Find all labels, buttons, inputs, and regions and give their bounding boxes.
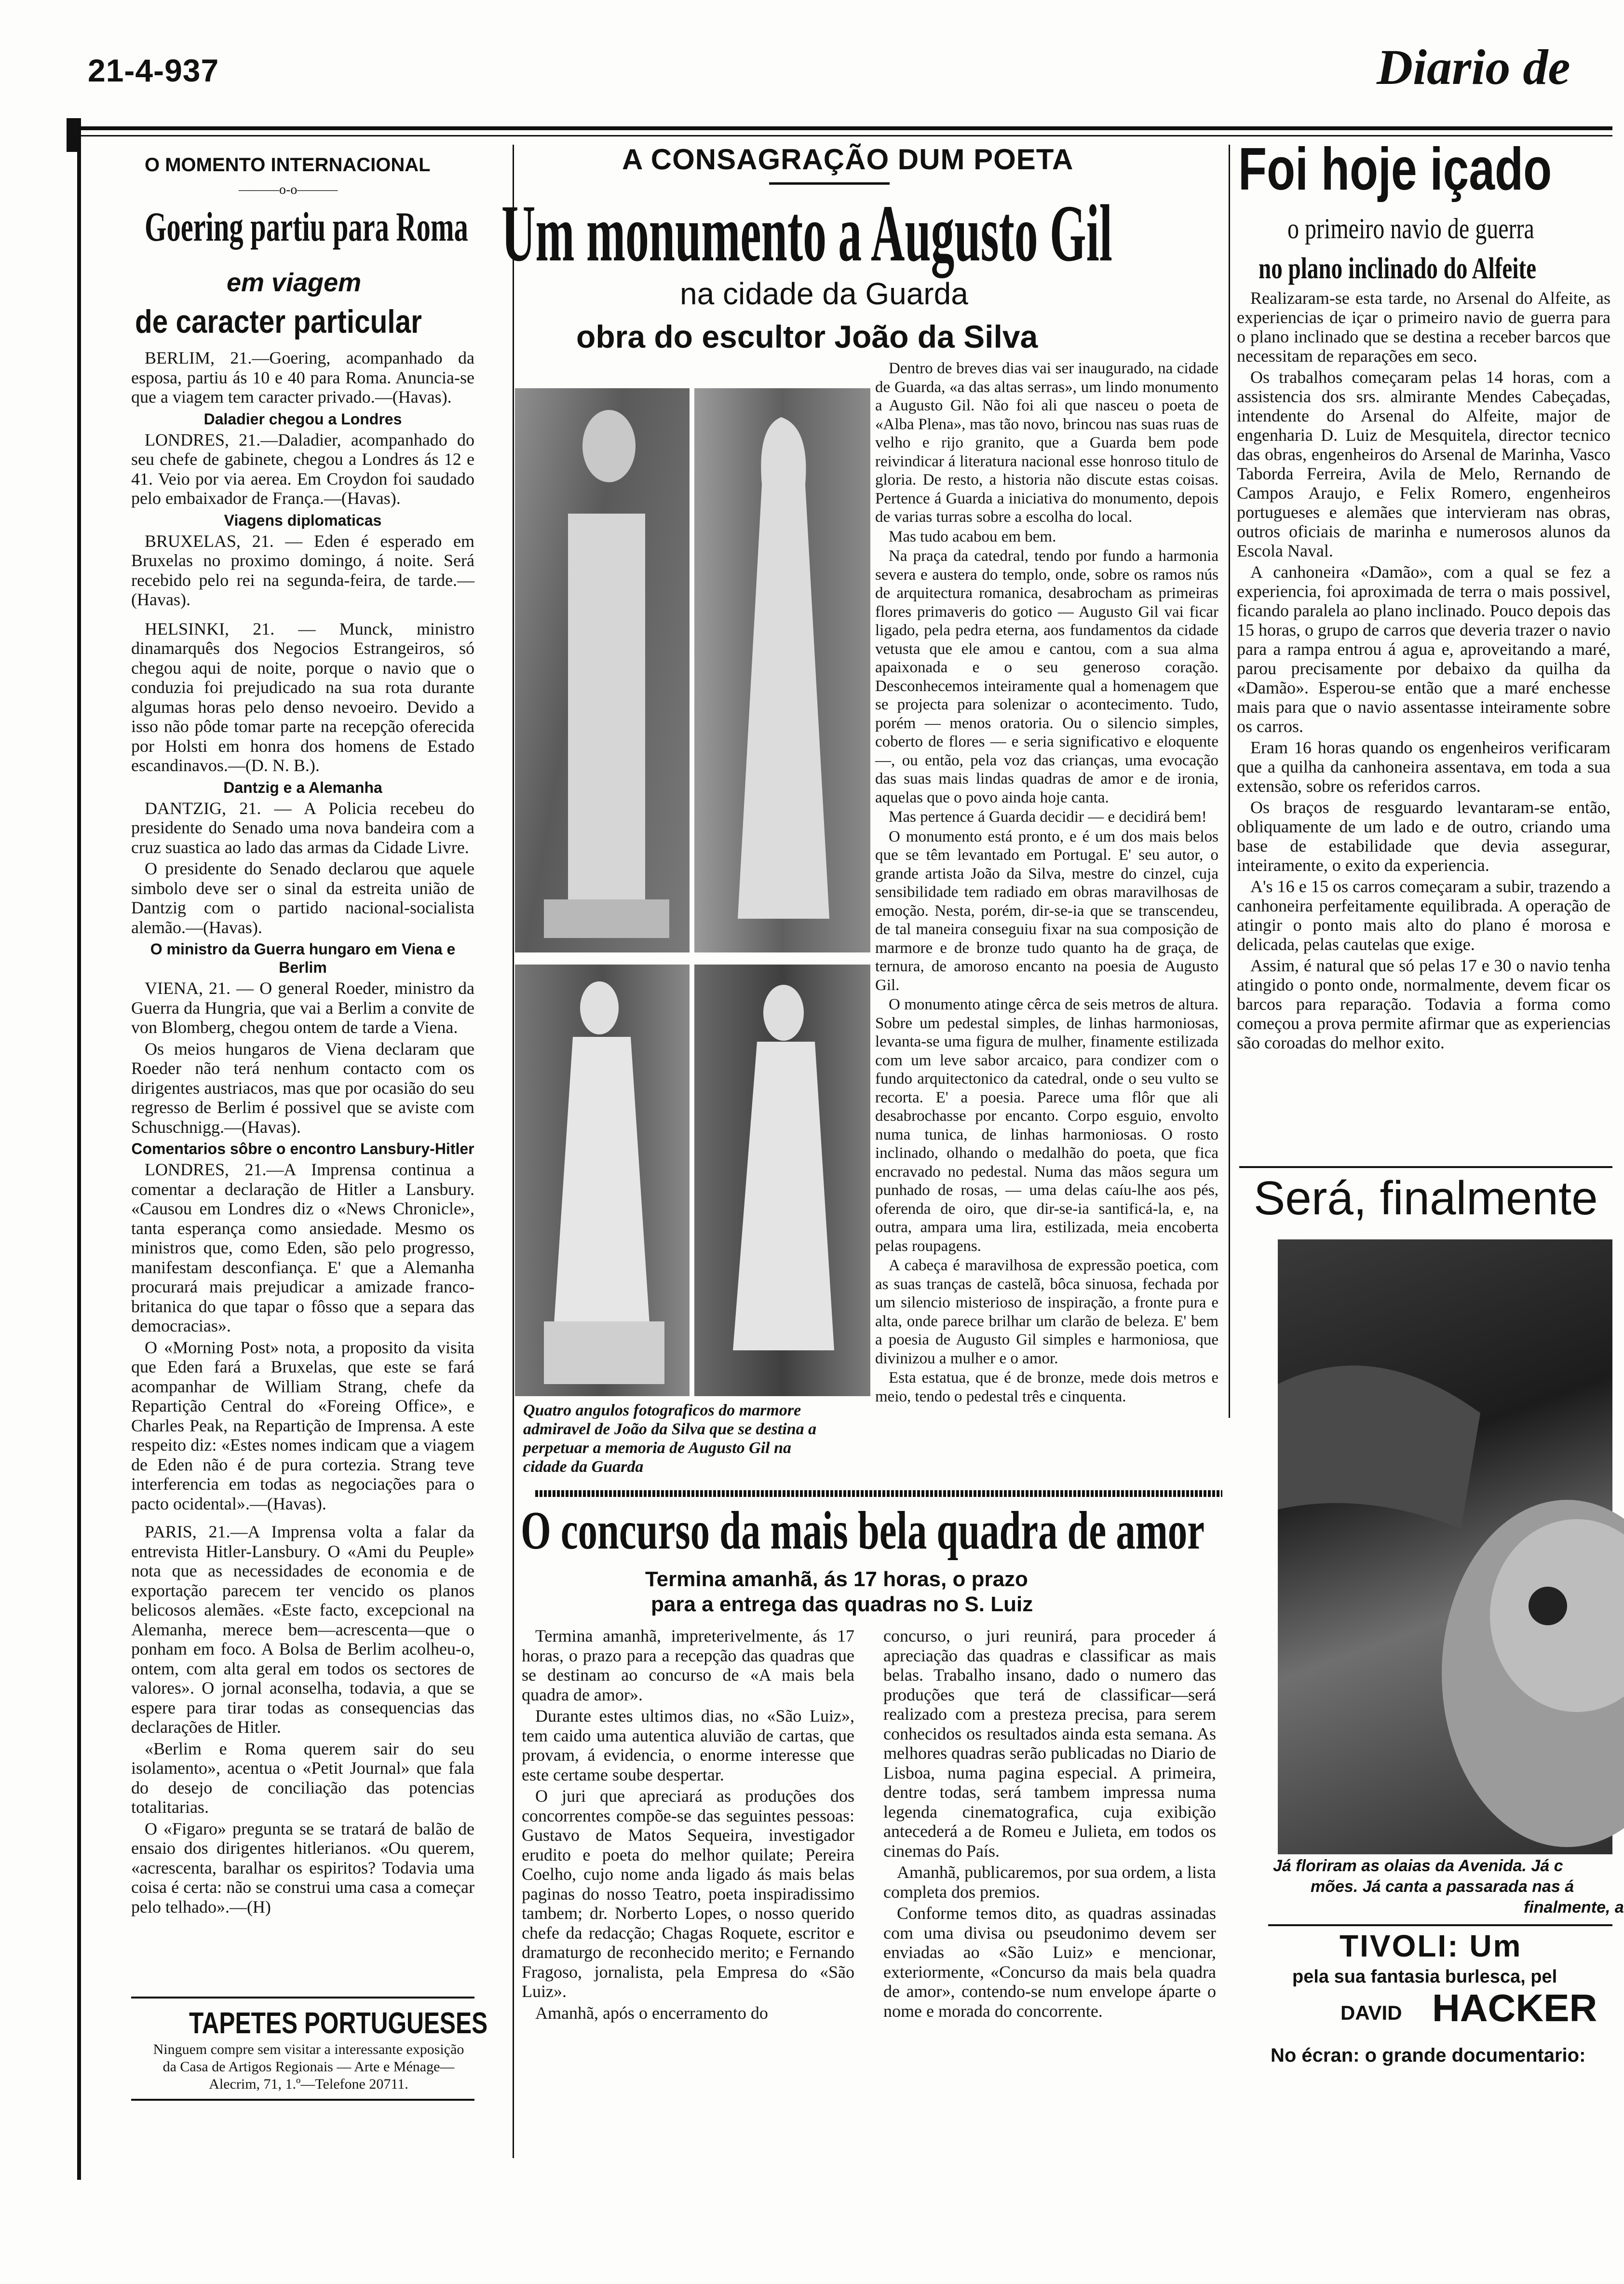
issue-date: 21-4-937 (88, 53, 219, 88)
main-headline: Um monumento a Augusto Gil (501, 189, 1112, 278)
paragraph: Na praça da catedral, tendo por fundo a harmonia severa e austera do templo, onde, sobre os ramos nús de arquitectura romanica, desabrocham as primeiras flores primaveris do gotico — Augusto Gil vai ficar ligado, pela pedra eterna, aos fundamentos da cidade vetusta que ele amou e cantou, com a sua alma apaixonada e o seu generoso coração. Desconhecemos inteiramente qual a homenagem que se projecta para solenizar o acontecimento. Tudo, porém — menos oratoria. Ou o silencio simples, coberto de flores — e seria significativo e eloquente —, ou então, pela voz das crianças, uma evocação das suas mais lindas quadras de amor e de ironia, aquelas que o povo ainda hoje canta. (875, 547, 1218, 806)
ad-rule-bottom (131, 2099, 474, 2101)
ad-text: Ninguem compre sem visitar a interessante exposição da Casa de Artigos Regionais — Arte e Ménage—Alecrim, 71, 1.º—Telefone 20711. (153, 2041, 464, 2092)
contest-deck-2: para a entrega das quadras no S. Luiz (651, 1592, 1033, 1616)
paragraph: BRUXELAS, 21. — Eden é esperado em Bruxelas no proximo domingo, á noite. Será recebido pelo rei na segunda-feira, de tarde.—(Havas). (131, 531, 474, 609)
promo-caption-2: mões. Já canta a passarada nas á (1311, 1877, 1574, 1896)
subhead: O ministro da Guerra hungaro em Viena e Berlim (150, 940, 456, 976)
paragraph: Eram 16 horas quando os engenheiros verificaram que a quilha da canhoneira assentava, em toda a sua extensão, sobre os referidos carros. (1237, 738, 1610, 796)
tivoli-line: pela sua fantasia burlesca, pel (1292, 1967, 1557, 1987)
contest-rule (535, 1490, 1222, 1497)
top-rule-1 (81, 126, 1612, 130)
paragraph: Mas pertence á Guarda decidir — e decidirá bem! (889, 808, 1207, 826)
paragraph: O «Figaro» pregunta se se tratará de balão de ensaio dos dirigentes hitlerianos. «Ou querem, «acrescenta, baralhar os espiritos? Todavia uma coisa é certa: não se construi uma casa a começar pelo telhado».—(H) (131, 1819, 474, 1917)
tivoli-title: TIVOLI: Um (1340, 1929, 1522, 1963)
ad-title: TAPETES PORTUGUESES (189, 2007, 488, 2040)
paragraph: Os trabalhos começaram pelas 14 horas, com a assistencia dos srs. almirante Mendes Cabeçadas, intendente do Arsenal do Alfeite, major de engenharia D. Luiz de Mesquitela, director tecnico das obras, engenheiros do Arsenal de Marinha, Vasco Taborda Ferreira, Avila de Melo, Rernando de Campos Araujo, e Felix Romero, engenheiros portugueses e alemães que intervieram nas obras, outros oficiais de marinha e numerosos alunos da Escola Naval. (1237, 367, 1610, 560)
kicker-underline (769, 182, 890, 185)
margin-bar (67, 118, 81, 152)
paragraph: Os braços de resguardo levantaram-se então, obliquamente de um lado e de outro, criando uma base de estabilidade que devia assegurar, inteiramente, o exito da experiencia. (1237, 798, 1610, 875)
paragraph: DANTZIG, 21. — A Policia recebeu do presidente do Senado uma nova bandeira com a cruz suastica ao lado das armas da Cidade Livre. (131, 798, 474, 857)
subhead: Viagens diplomaticas (224, 511, 382, 529)
paragraph: A's 16 e 15 os carros começaram a subir, trazendo a canhoneira perfeitamente equilibrada. A operação de atingir o ponto mais alto do plano é morosa e delicada, pelas cautelas que exige. (1237, 877, 1610, 954)
statue-figure-icon (694, 388, 870, 952)
paragraph: O monumento está pronto, e é um dos mais belos que se têm levantado em Portugal. E' seu autor, o grande artista João da Silva, mestre do cinzel, cuja sensibilidade tem radiado em obras maravilhosas de emoção. Nesta, porém, dir-se-ia que se transcendeu, de tal maneira conseguiu fixar na sua composição de marmore e de bronze tudo quanto ha de graça, de ternura, de amoroso encanto na poesia de Augusto Gil. (875, 828, 1218, 994)
tivoli-hacker: HACKER (1432, 1986, 1597, 2029)
margin-rule (77, 150, 81, 2180)
promo-photo (1278, 1239, 1612, 1854)
paragraph: «Berlim e Roma querem sair do seu isolamento», acentua o «Petit Journal» que fala do desejo de conciliação das potencias totalitarias. (131, 1739, 474, 1817)
paragraph: LONDRES, 21.—Daladier, acompanhado do seu chefe de gabinete, chegou a Londres ás 12 e 41. Veio por via aerea. Em Croydon foi saudado pelo embaixador de França.—(Havas). (131, 430, 474, 508)
left-article (131, 348, 474, 1918)
deck-guarda: na cidade da Guarda (680, 276, 968, 311)
subhead: Daladier chegou a Londres (203, 410, 402, 428)
column-rule-1 (513, 145, 514, 2158)
right-article (1237, 288, 1610, 1054)
column-rule-2 (1229, 145, 1230, 1418)
paragraph: O juri que apreciará as produções dos concorrentes compõe-se das seguintes pessoas: Gustavo de Matos Sequeira, investigador erudito e poeta do melhor quilate; Pereira Coelho, cujo nome anda ligado ás mais belas paginas do nosso Teatro, poeta inspiradissimo tambem; dr. Norberto Lopes, o nosso querido chefe da redacção; Chagas Roquete, escritor e dramaturgo de reconhecido merito; e Fernando Fragoso, jornalista, pela Empresa do «São Luiz». (522, 1786, 854, 2001)
section-title: O MOMENTO INTERNACIONAL (145, 154, 431, 176)
paragraph: Assim, é natural que só pelas 17 e 30 o navio tenha atingido o ponto onde, normalmente, devem ficar os barcos para reparação. Todavia a forma como começou a prova permite afirmar que as experiencias são coroadas do melhor exito. (1237, 956, 1610, 1052)
paragraph: VIENA, 21. — O general Roeder, ministro da Guerra da Hungria, que vai a Berlim a convite de von Blomberg, chegou ontem de tarde a Viena. (131, 979, 474, 1037)
statue-figure-icon (694, 965, 870, 1396)
promo-caption-3: finalmente, a (1524, 1898, 1624, 1917)
paragraph: Esta estatua, que é de bronze, mede dois metros e meio, tendo o pedestal três e cinquenta. (875, 1369, 1218, 1405)
paragraph: Amanhã, após o encerramento do (535, 2003, 768, 2023)
subhead: Comentarios sôbre o encontro Lansbury-Hitler (131, 1140, 474, 1157)
paragraph: PARIS, 21.—A Imprensa volta a falar da entrevista Hitler-Lansbury. O «Ami du Peuple» nota que as necessidades de economia e de exportação parecem ter vencido os planos belicosos alemães. «Este facto, excepcional na Alemanha, merece bem—acrescenta—que o ponham em foco. A Bolsa de Berlim acolheu-o, ontem, com alta geral em todos os sectores de valores». O jornal aconselha, todavia, a que se espere para tirar todas as consequencias das declarações de Hitler. (131, 1522, 474, 1737)
promo-caption-1: Já floriram as olaias da Avenida. Já c (1273, 1857, 1563, 1875)
masthead: Diario de (1377, 40, 1570, 95)
headline-caracter: de caracter particular (135, 303, 422, 340)
paragraph: O presidente do Senado declarou que aquele simbolo deve ser o sinal da estreita união de Dantzig com o partido nacional-socialista alemão.—(Havas). (131, 859, 474, 937)
contest-deck-1: Termina amanhã, ás 17 horas, o prazo (645, 1567, 1028, 1591)
statue-photo-2 (694, 388, 870, 952)
paragraph: Mas tudo acabou em bem. (889, 528, 1056, 545)
right-deck-1: o primeiro navio de guerra (1287, 213, 1534, 245)
section-separator: ———o-o——— (239, 182, 338, 197)
paragraph: HELSINKI, 21. — Munck, ministro dinamarquês dos Negocios Estrangeiros, só chegou aqui de noite, porque o navio que o conduzia foi prejudicado na sua rota durante algumas horas pelo denso nevoeiro. Devido a isso não pôde tomar parte na recepção oferecida por Holsti em honra dos homens de Estado escandinavos.—(D. N. B.). (131, 619, 474, 775)
monument-article (875, 359, 1218, 1407)
promo-rule (1239, 1166, 1612, 1168)
statue-figure-icon (515, 388, 690, 952)
paragraph: Amanhã, publicaremos, por sua ordem, a lista completa dos premios. (883, 1863, 1216, 1902)
ad-rule-top (131, 1997, 474, 1998)
tivoli-david: DAVID (1340, 2001, 1402, 2024)
promo-title: Será, finalmente (1254, 1171, 1598, 1224)
paragraph: Durante estes ultimos dias, no «São Luiz», tem caido uma autentica aluvião de cartas, que provam, á evidencia, o enorme interesse que este certame soube despertar. (522, 1706, 854, 1784)
paragraph: Realizaram-se esta tarde, no Arsenal do Alfeite, as experiencias de içar o primeiro navio de guerra para o plano inclinado que se destina a receber barcos que necessitam de reparações em seco. (1237, 288, 1610, 366)
contest-headline: O concurso da mais bela quadra de amor (521, 1501, 1204, 1561)
contest-col-1 (522, 1626, 854, 2025)
right-headline: Foi hoje içado (1238, 136, 1552, 203)
statue-photo-1 (515, 388, 690, 952)
paragraph: A canhoneira «Damão», com a qual se fez a experiencia, foi aproximada de terra o mais possivel, ficando paralela ao plano inclinado. Pouco depois das 15 horas, o grupo de carros que deveria trazer o navio para a rampa entrou á agua e, aproveitando a maré, parou precisamente por debaixo da quilha da «Damão». Esperou-se então que a maré enchesse mais para que o navio assentasse inteiramente sobre os carros. (1237, 562, 1610, 736)
paragraph: Dentro de breves dias vai ser inaugurado, na cidade de Guarda, «a das altas serras», um lindo monumento a Augusto Gil. Não foi ali que nasceu o poeta de «Alba Plena», mas tão novo, brincou nas suas ruas de velho e rijo granito, que a Guarda bem pode reivindicar á literatura nacional esse honroso titulo de gloria. De resto, a historia não discute estas coisas. Pertence á Guarda a iniciativa do monumento, depois de varias turras sobre a escolha do local. (875, 360, 1218, 526)
headline-goering: Goering partiu para Roma (145, 204, 468, 250)
paragraph: Termina amanhã, impreterivelmente, ás 17 horas, o prazo para a recepção das quadras que se destinam ao concurso de «A mais bela quadra de amor». (522, 1626, 854, 1704)
paragraph: Os meios hungaros de Viena declaram que Roeder não terá nenhum contacto com os dirigentes austriacos, mas que por ocasião do seu regresso de Berlim é possivel que se aviste com Schuschnigg.—(Havas). (131, 1039, 474, 1137)
statue-figure-icon (515, 965, 690, 1396)
statue-photo-4 (694, 965, 870, 1396)
contest-col-2 (883, 1626, 1216, 2023)
kicker: A CONSAGRAÇÃO DUM POETA (622, 143, 1074, 176)
paragraph: BERLIM, 21.—Goering, acompanhado da esposa, partiu ás 10 e 40 para Roma. Anuncia-se que a viagem tem caracter privado.—(Havas). (131, 348, 474, 407)
paragraph: A cabeça é maravilhosa de expressão poetica, com as suas tranças de castelã, bôca sinuosa, fechada por um silencio misterioso de inspiração, a fronte pura e alta, onde parece brilhar um clarão de beleza. E' bem a poesia de Augusto Gil simples e harmoniosa, que divinizou a mulher e o amor. (875, 1257, 1218, 1367)
right-deck-2: no plano inclinado do Alfeite (1259, 252, 1537, 285)
statue-photo-3 (515, 965, 690, 1396)
paragraph: O «Morning Post» nota, a proposito da visita que Eden fará a Bruxelas, que este se fará acompanhar de William Strang, chefe da Repartição Central do «Foreing Office», e Charles Peak, na Repartição de Imprensa. A este respeito diz: «Estes nomes indicam que a viagem de Eden não é de pura cortezia. Strang teve interferencia em todas as negociações para o pacto ocidental».—(Havas). (131, 1337, 474, 1513)
paragraph: Conforme temos dito, as quadras assinadas com uma divisa ou pseudonimo devem ser enviadas ao «São Luiz» e mencionar, exteriormente, «Concurso da mais bela quadra de amor», contendo-se num envelope áparte o nome e morada do concorrente. (883, 1903, 1216, 2021)
subhead: Dantzig e a Alemanha (223, 778, 382, 796)
paragraph: concurso, o juri reunirá, para proceder á apreciação das quadras e classificar as mais belas. Trabalho insano, dado o numero das produções que terá de classificar—será realizado com a presteza precisa, para serem conhecidos os resultados ainda esta semana. As melhores quadras serão publicadas no Diario de Lisboa, numa pagina especial. A primeira, dentre todas, será tambem impressa numa legenda cinematografica, cuja exibição antecederá a de Romeu e Julieta, em todos os cinemas do País. (883, 1626, 1216, 1861)
tivoli-rule (1268, 1924, 1612, 1926)
portrait-icon (1278, 1239, 1612, 1854)
paragraph: LONDRES, 21.—A Imprensa continua a comentar a declaração de Hitler a Lansbury. «Causou em Londres diz o «News Chronicle», tanta esperança como ansiedade. Mesmo os ministros que, como Eden, são pelo progresso, manifestam desconfiança. E' que a Alemanha procurará mais prejudicar a amizade franco-britanica do que tapar o fôsso que a separa das democracias». (131, 1160, 474, 1335)
paragraph: O monumento atinge cêrca de seis metros de altura. Sobre um pedestal simples, de linhas harmoniosas, levanta-se uma figura de mulher, finamente estilizada com um leve sabor arcaico, para condizer com o fundo arquitectonico da catedral, onde o seu vulto se recorta. E' a poesia. Parece uma flôr que ali desabrochasse por encanto. Corpo esguio, envolto numa tunica, de linhas harmoniosas. O rosto inclinado, olhando o medalhão do poeta, que fica encravado no pedestal. Numa das mãos segura um punhado de rosas, — uma delas caíu-lhe aos pés, oferenda de oiro, que dir-se-ia santificá-la, e, na outra, ampara uma lira, estilizada, meia encoberta pelas roupagens. (875, 996, 1218, 1255)
tivoli-ecran: No écran: o grande documentario: (1271, 2045, 1586, 2066)
photo-caption: Quatro angulos fotograficos do marmore admiravel de João da Silva que se destina a perpetuar a memoria de Augusto Gil na cidade da Guarda (523, 1401, 817, 1476)
headline-em-viagem: em viagem (227, 268, 362, 297)
deck-sculptor: obra do escultor João da Silva (576, 319, 1038, 354)
